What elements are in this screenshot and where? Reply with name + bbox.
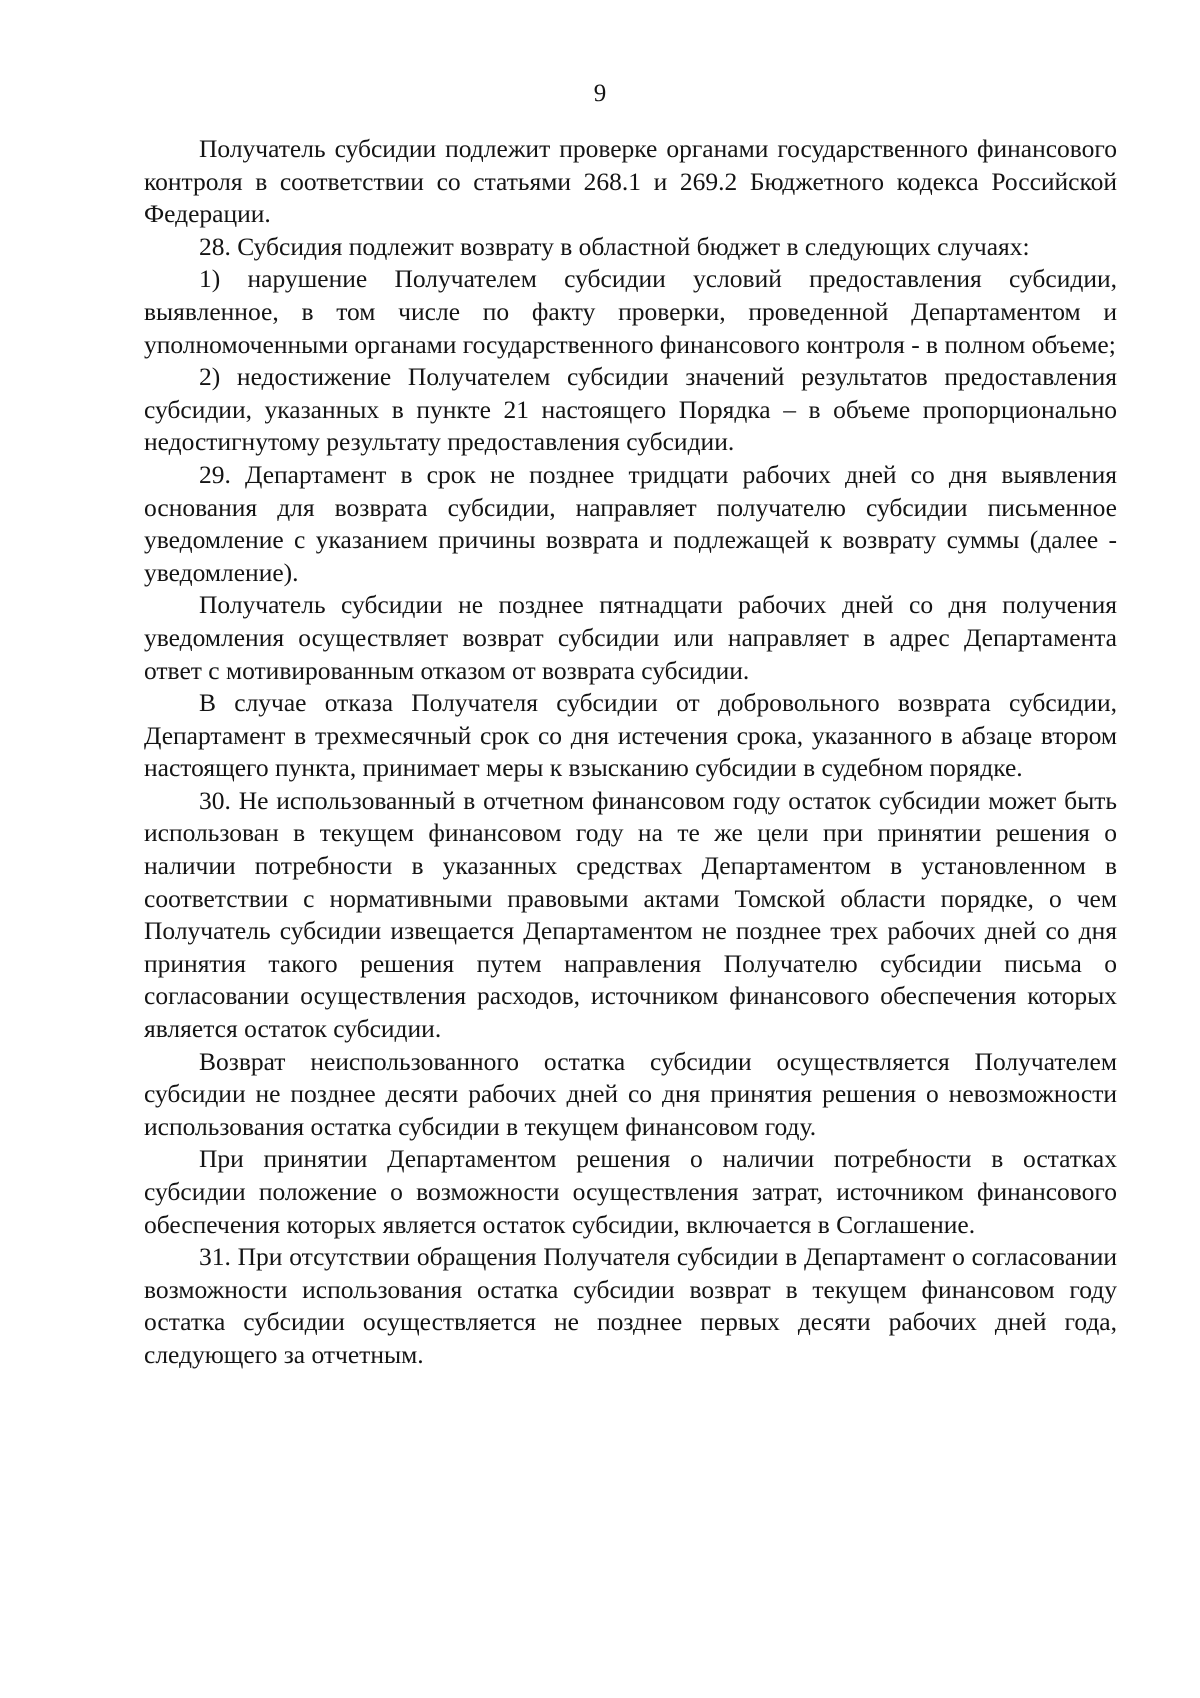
paragraph-clause-28-item-1: 1) нарушение Получателем субсидии условий предоставления субсидии, выявленное, в том числе по факту проверки, проведенной Департаментом и уполномоченными органами государственного финансового контроля - в полном объеме; — [144, 264, 1117, 359]
paragraph-clause-28: 28. Субсидия подлежит возврату в областной бюджет в следующих случаях: — [199, 231, 1030, 261]
paragraph-clause-30-return: Возврат неиспользованного остатка субсидии осуществляется Получателем субсидии не позднее десяти рабочих дней со дня принятия решения о невозможности использования остатка субсидии в текущем финансовом году. — [144, 1046, 1117, 1141]
paragraph-clause-31: 31. При отсутствии обращения Получателя субсидии в Департамент о согласовании возможности использования остатка субсидии возврат в текущем финансовом году остатка субсидии осуществляется не позднее первых десяти рабочих дней года, следующего за отчетным. — [144, 1242, 1117, 1369]
paragraph-clause-29: 29. Департамент в срок не позднее тридцати рабочих дней со дня выявления основания для возврата субсидии, направляет получателю субсидии письменное уведомление с указанием причины возврата и подлежащей к возврату суммы (далее - уведомление). — [144, 459, 1117, 587]
page-number: 9 — [593, 80, 607, 107]
paragraph-audit: Получатель субсидии подлежит проверке органами государственного финансового контроля в соответствии со статьями 268.1 и 269.2 Бюджетного кодекса Российской Федерации. — [144, 134, 1117, 229]
paragraph-clause-30-agreement: При принятии Департаментом решения о наличии потребности в остатках субсидии положение о возможности осуществления затрат, источником финансового обеспечения которых является остаток субсидии, включается в Соглашение. — [144, 1144, 1117, 1239]
paragraph-clause-30: 30. Не использованный в отчетном финансовом году остаток субсидии может быть использован в текущем финансовом году на те же цели при принятии решения о наличии потребности в указанных средствах Департаментом в установленном в соответствии с нормативными правовыми актами Томской области порядке, о чем Получатель субсидии извещается Департаментом не позднее трех рабочих дней со дня принятия такого решения путем направления Получателю субсидии письма о согласовании осуществления расходов, источником финансового обеспечения которых является остаток субсидии. — [144, 785, 1117, 1044]
paragraph-clause-29-refusal: В случае отказа Получателя субсидии от добровольного возврата субсидии, Департамент в трехмесячный срок со дня истечения срока, указанного в абзаце втором настоящего пункта, принимает меры к взысканию субсидии в судебном порядке. — [144, 688, 1117, 783]
paragraph-clause-29-return: Получатель субсидии не позднее пятнадцати рабочих дней со дня получения уведомления осуществляет возврат субсидии или направляет в адрес Департамента ответ с мотивированным отказом от возврата субсидии. — [144, 590, 1117, 685]
paragraph-clause-28-item-2: 2) недостижение Получателем субсидии значений результатов предоставления субсидии, указанных в пункте 21 настоящего Порядка – в объеме пропорционально недостигнутому результату предоставления субсидии. — [144, 362, 1117, 457]
document-body — [144, 133, 1117, 1372]
